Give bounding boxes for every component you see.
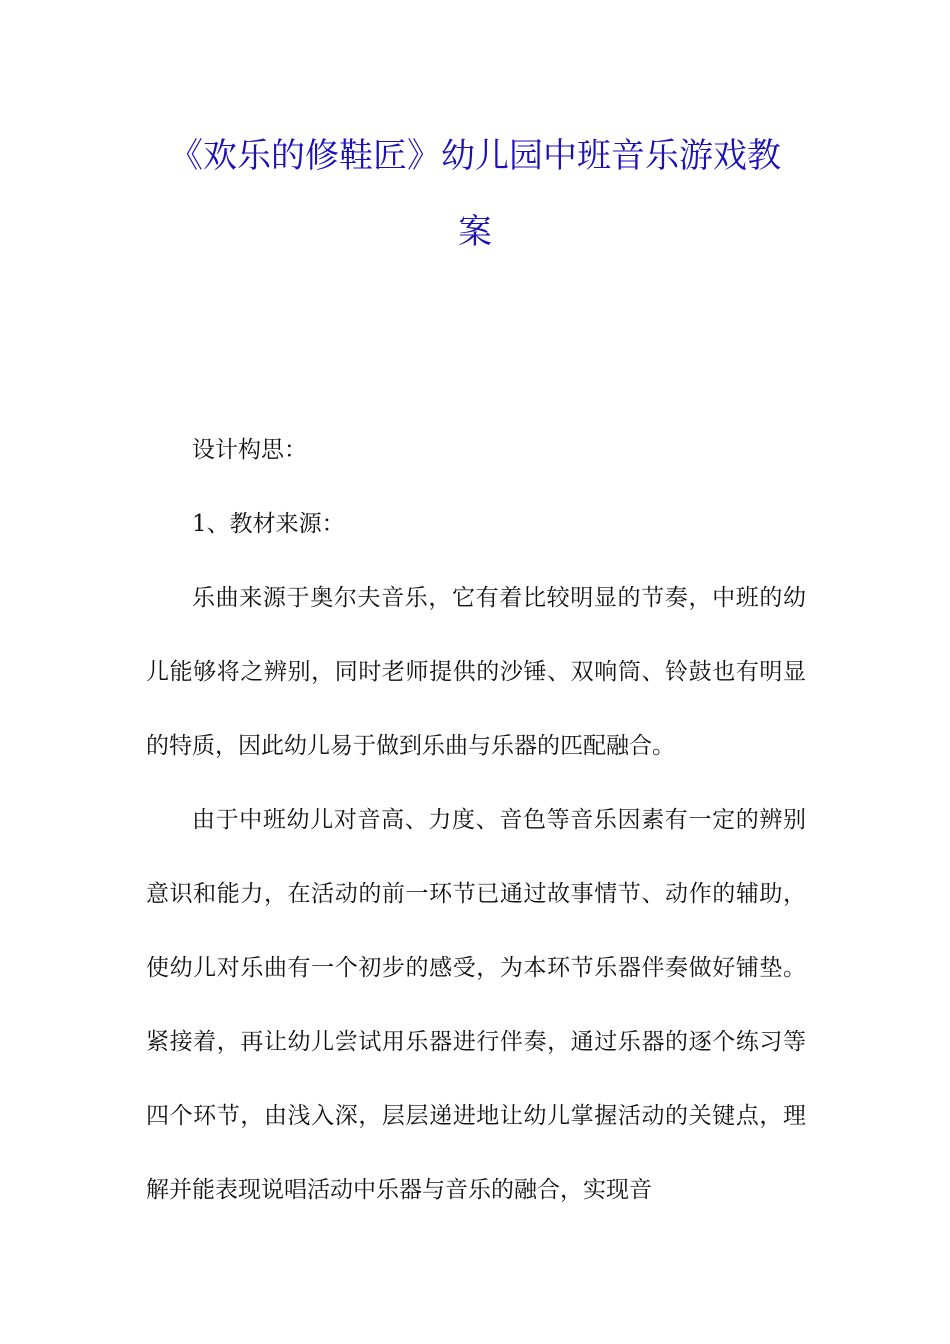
section-heading-design: 设计构思： <box>192 437 307 463</box>
title-line-1: 《欢乐的修鞋匠》幼儿园中班音乐游戏教 <box>169 136 781 176</box>
subheading-material-source: 1、教材来源： <box>192 511 345 537</box>
document-title <box>150 118 800 270</box>
paragraph: 由于中班幼儿对音高、力度、音色等音乐因素有一定的辨别意识和能力，在活动的前一环节已通过故事情节、动作的辅助，使幼儿对乐曲有一个初步的感受，为本环节乐器伴奏做好铺垫。紧接着，再让幼儿尝试用乐器进行伴奏，通过乐器的逐个练习等四个环节，由浅入深，层层递进地让幼儿掌握活动的关键点，理解并能表现说唱活动中乐器与音乐的融合，实现音 <box>146 807 806 1203</box>
title-line-2: 案 <box>458 212 492 252</box>
paragraph: 乐曲来源于奥尔夫音乐，它有着比较明显的节奏，中班的幼儿能够将之辨别，同时老师提供的沙锤、双响筒、铃鼓也有明显的特质，因此幼儿易于做到乐曲与乐器的匹配融合。 <box>146 585 806 759</box>
document-body <box>146 413 806 1227</box>
